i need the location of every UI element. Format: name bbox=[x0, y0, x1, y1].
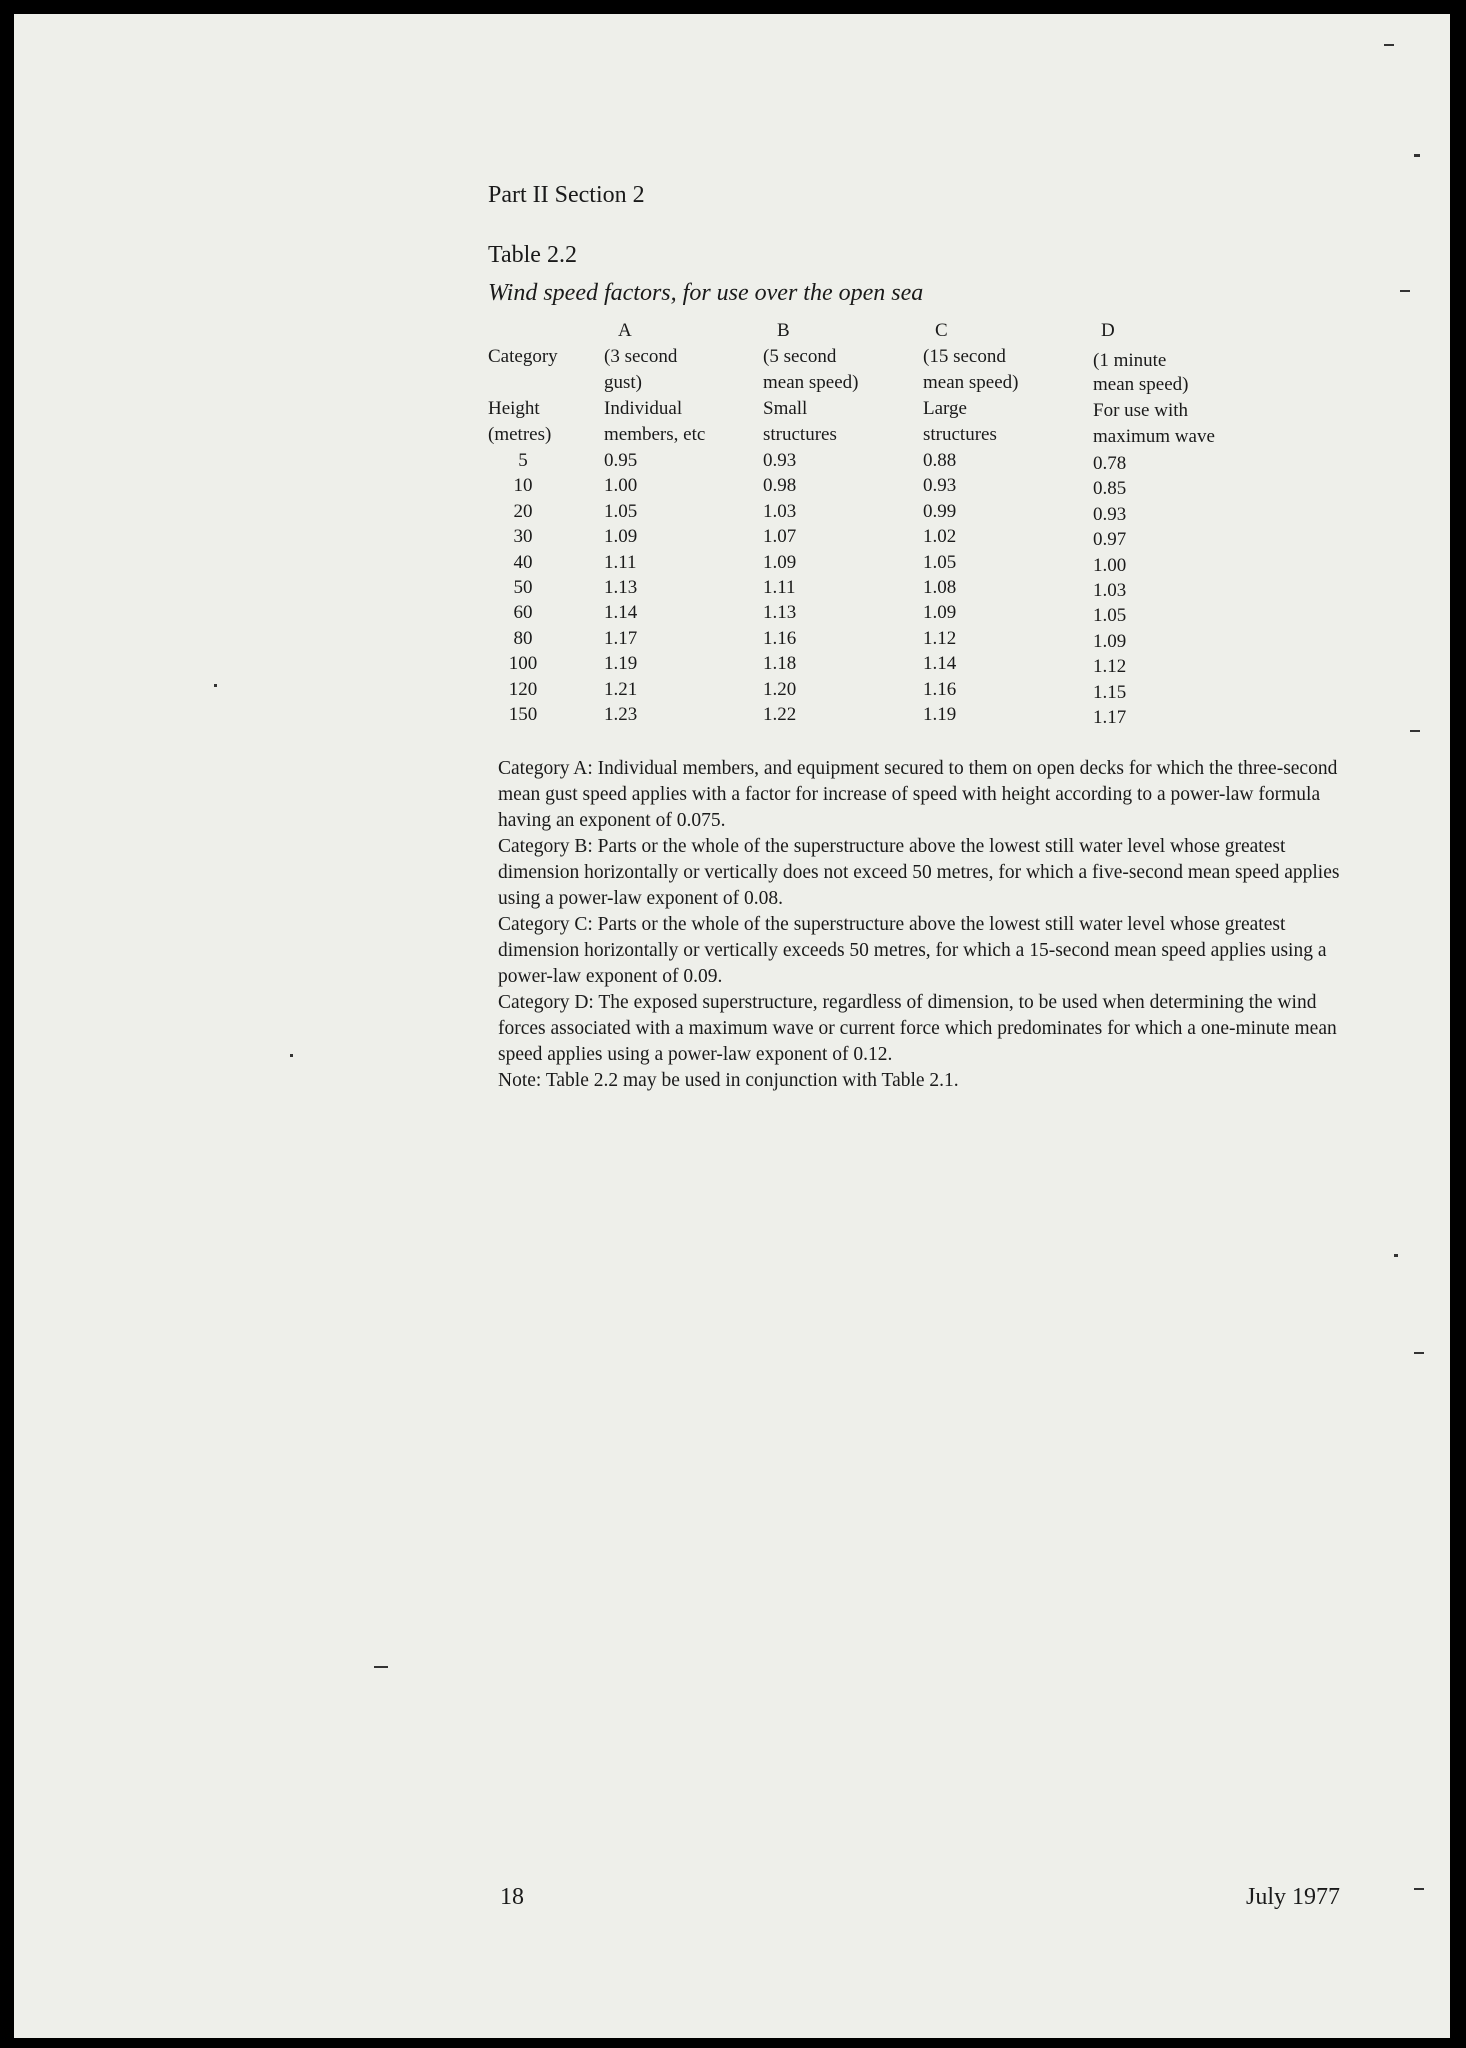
factor-c: 1.05 bbox=[923, 551, 957, 573]
height-value: 10 bbox=[513, 475, 533, 497]
factor-d: 1.05 bbox=[1093, 605, 1127, 627]
column-a-letter: A bbox=[618, 320, 632, 341]
table-row bbox=[488, 575, 1388, 600]
factor-b: 0.98 bbox=[763, 475, 797, 497]
table-row bbox=[488, 677, 1388, 702]
factor-d: 0.78 bbox=[1093, 453, 1127, 474]
column-d-usage: For use with bbox=[1093, 400, 1188, 421]
column-a-usage-detail: members, etc bbox=[604, 424, 706, 445]
table-number: Table 2.2 bbox=[488, 242, 577, 268]
scan-artifact bbox=[1394, 1254, 1398, 1257]
factor-d: 1.17 bbox=[1093, 706, 1127, 728]
factor-c: 1.08 bbox=[923, 576, 957, 598]
factor-b: 1.03 bbox=[763, 500, 797, 522]
height-value: 120 bbox=[508, 678, 538, 700]
column-a-usage: Individual bbox=[604, 398, 683, 419]
note-category-c: Category C: Parts or the whole of the superstructure above the lowest still water level whose greatest dimension horizontally or vertically exceeds 50 metres, for which a 15-second mean speed applies using a power-law exponent of 0.09. bbox=[498, 914, 1327, 987]
factor-c: 1.14 bbox=[923, 653, 957, 675]
table-body bbox=[488, 448, 1388, 727]
factor-c: 1.16 bbox=[923, 678, 957, 700]
factor-b: 1.13 bbox=[763, 602, 797, 624]
scan-artifact bbox=[1414, 1352, 1424, 1354]
height-label: Height bbox=[488, 398, 540, 419]
table-header bbox=[488, 318, 1388, 448]
height-value: 100 bbox=[508, 653, 538, 675]
column-c-letter: C bbox=[935, 320, 948, 341]
scan-artifact bbox=[1384, 44, 1394, 46]
column-c-duration: (15 second bbox=[923, 346, 1006, 367]
table-row bbox=[488, 600, 1388, 625]
publication-date: July 1977 bbox=[1246, 1884, 1341, 1910]
factor-a: 1.11 bbox=[604, 551, 637, 573]
factor-c: 0.99 bbox=[923, 500, 957, 522]
metres-label: (metres) bbox=[488, 424, 552, 445]
column-b-duration: (5 second bbox=[763, 346, 837, 367]
factor-c: 0.88 bbox=[923, 450, 957, 471]
column-b-usage-detail: structures bbox=[763, 424, 837, 445]
height-value: 60 bbox=[513, 602, 533, 624]
factor-a: 1.13 bbox=[604, 576, 638, 598]
factor-d: 1.12 bbox=[1093, 656, 1127, 678]
factor-b: 1.20 bbox=[763, 678, 797, 700]
note-category-d: Category D: The exposed superstructure, regardless of dimension, to be used when determining the wind forces associated with a maximum wave or current force which predominates for which a one-minute mean speed applies using a power-law exponent of 0.12. bbox=[498, 992, 1337, 1065]
scan-artifact bbox=[374, 1666, 388, 1668]
factor-b: 1.07 bbox=[763, 526, 797, 548]
height-value: 50 bbox=[513, 576, 533, 598]
scan-artifact bbox=[214, 684, 217, 687]
factor-b: 1.16 bbox=[763, 627, 797, 649]
height-value: 20 bbox=[513, 500, 533, 522]
scan-artifact bbox=[290, 1054, 293, 1057]
factor-a: 1.21 bbox=[604, 678, 638, 700]
column-b-usage: Small bbox=[763, 398, 808, 419]
table-row bbox=[488, 499, 1388, 524]
note-category-a: Category A: Individual members, and equipment secured to them on open decks for which the three-second mean gust speed applies with a factor for increase of speed with height according to a power-law formula having an exponent of 0.075. bbox=[498, 758, 1338, 831]
factor-a: 1.19 bbox=[604, 653, 638, 675]
factor-b: 1.22 bbox=[763, 703, 797, 725]
column-c-usage-detail: structures bbox=[923, 424, 997, 445]
factor-c: 1.09 bbox=[923, 602, 957, 624]
table-row bbox=[488, 702, 1388, 727]
note-category-b: Category B: Parts or the whole of the superstructure above the lowest still water level whose greatest dimension horizontally or vertically does not exceed 50 metres, for which a five-second mean speed applies using a power-law exponent of 0.08. bbox=[498, 836, 1340, 909]
document-page bbox=[14, 14, 1450, 2038]
factor-d: 1.09 bbox=[1093, 630, 1127, 652]
table-row bbox=[488, 651, 1388, 676]
height-value: 5 bbox=[518, 450, 528, 471]
column-d-duration: (1 minute bbox=[1093, 350, 1167, 371]
table-row bbox=[488, 473, 1388, 498]
table-row bbox=[488, 448, 1388, 473]
height-value: 30 bbox=[513, 526, 533, 548]
wind-speed-factors-table bbox=[488, 318, 1388, 727]
header-row-speed-type bbox=[488, 370, 1388, 396]
column-c-usage: Large bbox=[923, 398, 967, 419]
factor-d: 1.15 bbox=[1093, 681, 1127, 703]
column-d-letter: D bbox=[1101, 320, 1115, 341]
factor-a: 1.14 bbox=[604, 602, 638, 624]
height-value: 150 bbox=[508, 703, 538, 725]
factor-b: 0.93 bbox=[763, 450, 797, 471]
factor-c: 1.12 bbox=[923, 627, 957, 649]
height-value: 40 bbox=[513, 551, 533, 573]
table-row bbox=[488, 550, 1388, 575]
table-title: Wind speed factors, for use over the open sea bbox=[488, 280, 924, 306]
height-value: 80 bbox=[513, 627, 533, 649]
column-a-speed-type: gust) bbox=[604, 372, 642, 393]
header-row-columns bbox=[488, 318, 1388, 344]
factor-d: 1.03 bbox=[1093, 579, 1127, 601]
scan-artifact bbox=[1410, 730, 1420, 732]
factor-b: 1.18 bbox=[763, 653, 797, 675]
factor-d: 0.93 bbox=[1093, 503, 1127, 525]
factor-b: 1.09 bbox=[763, 551, 797, 573]
column-b-letter: B bbox=[777, 320, 790, 341]
category-notes bbox=[498, 756, 1368, 1094]
factor-a: 1.00 bbox=[604, 475, 638, 497]
column-d-usage-detail: maximum wave bbox=[1093, 426, 1215, 447]
note-table-usage: Note: Table 2.2 may be used in conjunction with Table 2.1. bbox=[498, 1070, 959, 1091]
page-number: 18 bbox=[500, 1884, 524, 1910]
header-row-duration bbox=[488, 344, 1388, 370]
header-row-usage-detail bbox=[488, 422, 1388, 448]
factor-a: 1.09 bbox=[604, 526, 638, 548]
scan-artifact bbox=[1414, 154, 1420, 157]
factor-a: 1.17 bbox=[604, 627, 638, 649]
category-label: Category bbox=[488, 346, 558, 367]
column-b-speed-type: mean speed) bbox=[763, 372, 859, 393]
factor-a: 1.05 bbox=[604, 500, 638, 522]
factor-b: 1.11 bbox=[763, 576, 796, 598]
table-row bbox=[488, 626, 1388, 651]
column-a-duration: (3 second bbox=[604, 346, 678, 367]
column-c-speed-type: mean speed) bbox=[923, 372, 1019, 393]
scan-artifact bbox=[1414, 1888, 1424, 1890]
factor-d: 1.00 bbox=[1093, 554, 1127, 576]
factor-d: 0.97 bbox=[1093, 529, 1127, 551]
factor-a: 1.23 bbox=[604, 703, 638, 725]
scan-artifact bbox=[1400, 290, 1410, 292]
factor-c: 1.02 bbox=[923, 526, 957, 548]
header-row-usage bbox=[488, 396, 1388, 422]
factor-a: 0.95 bbox=[604, 450, 638, 471]
column-d-speed-type: mean speed) bbox=[1093, 374, 1189, 395]
factor-d: 0.85 bbox=[1093, 478, 1127, 500]
section-header: Part II Section 2 bbox=[488, 182, 645, 208]
factor-c: 0.93 bbox=[923, 475, 957, 497]
factor-c: 1.19 bbox=[923, 703, 957, 725]
table-row bbox=[488, 524, 1388, 549]
